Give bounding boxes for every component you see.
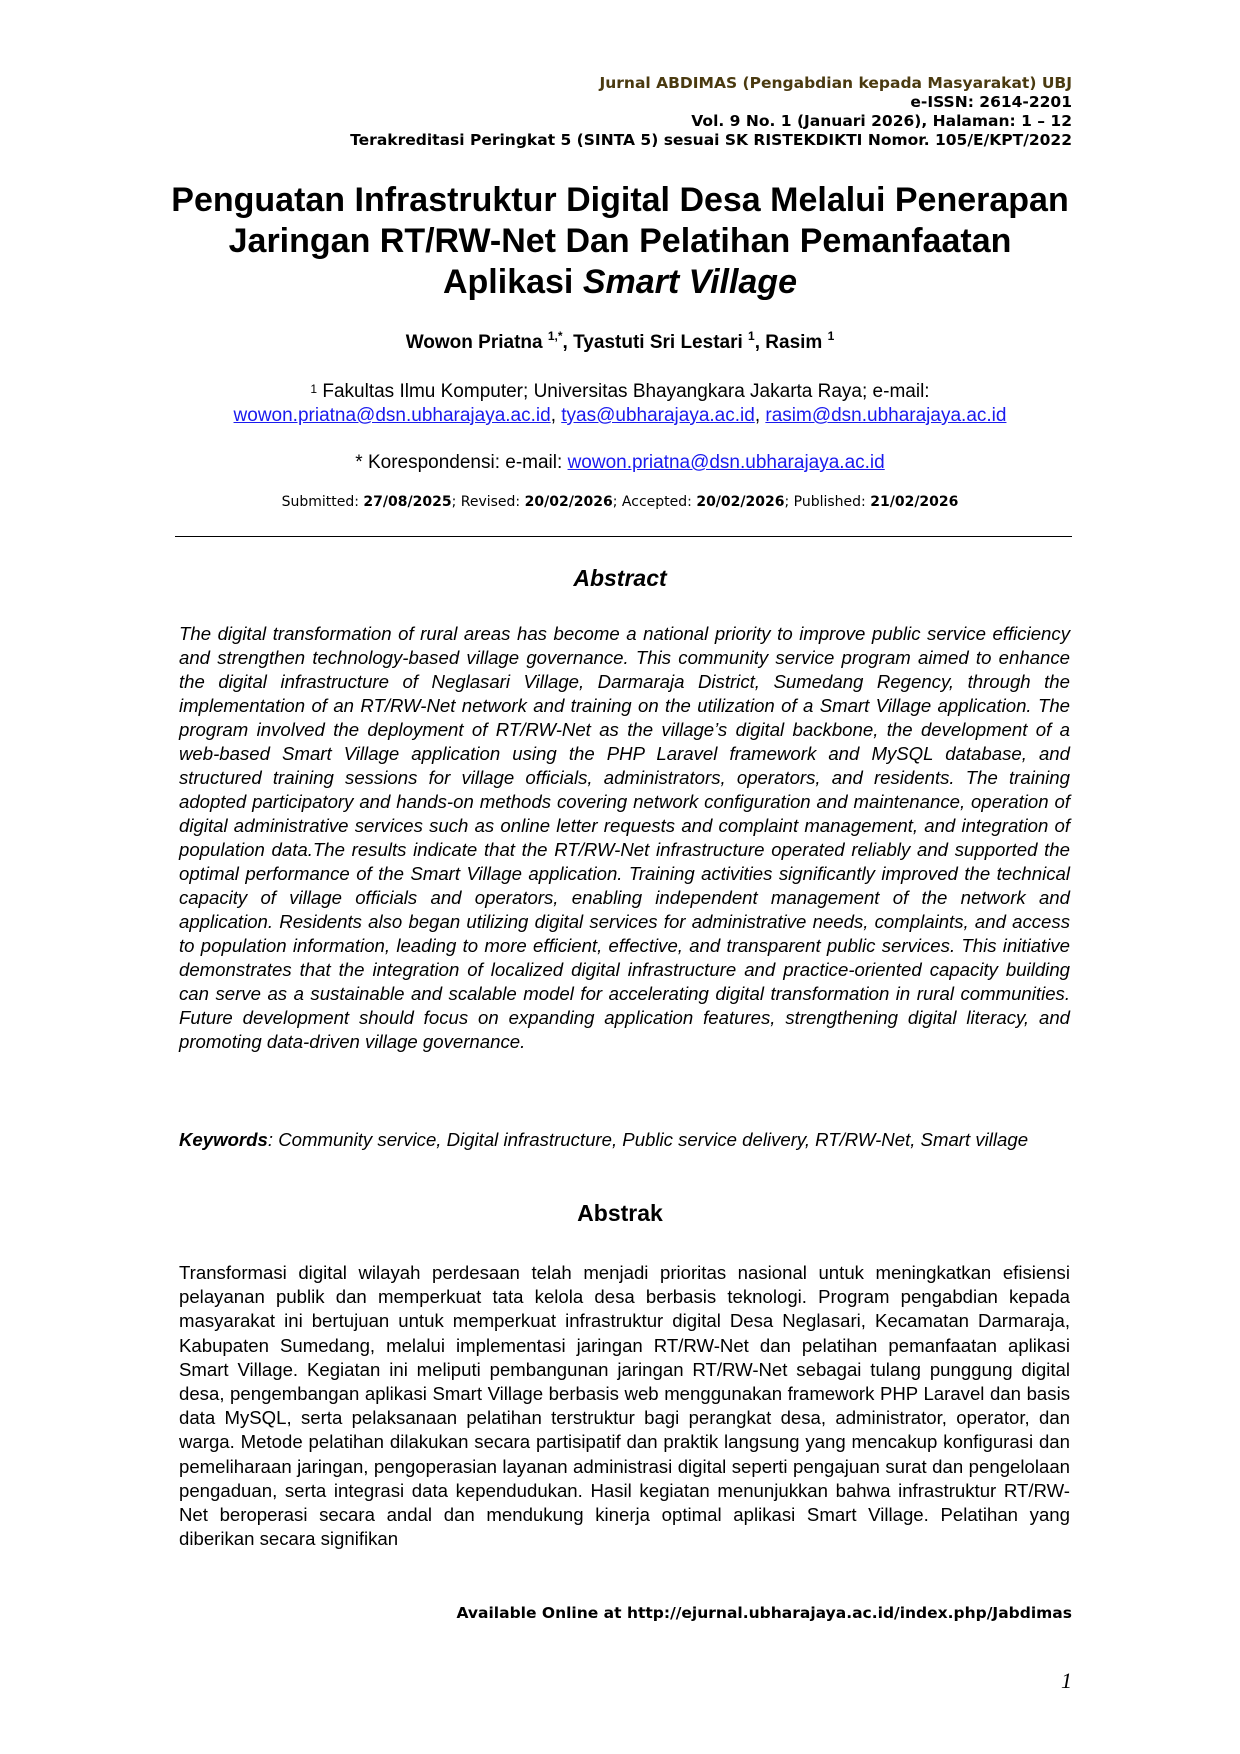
author-email-link[interactable]: wowon.priatna@dsn.ubharajaya.ac.id — [233, 405, 551, 426]
abstrak-body: Transformasi digital wilayah perdesaan telah menjadi prioritas nasional untuk meningkatkan efisiensi pelayanan publik dan memperkuat tata kelola desa berbasis teknologi. Program pengabdian kepada masyarakat ini bertujuan untuk memperkuat infrastruktur digital Desa Neglasari, Kecamatan Darmaraja, Kabupaten Sumedang, melalui implementasi jaringan RT/RW-Net dan pelatihan pemanfaatan aplikasi Smart Village. Kegiatan ini meliputi pembangunan jaringan RT/RW-Net sebagai tulang punggung digital desa, pengembangan aplikasi Smart Village berbasis web menggunakan framework PHP Laravel dan basis data MySQL, serta pelaksanaan pelatihan terstruktur bagi perangkat desa, administrator, operator, dan warga. Metode pelatihan dilakukan secara partisipatif dan praktik langsung yang mencakup konfigurasi dan pemeliharaan jaringan, pengoperasian layanan administrasi digital seperti pengajuan surat dan pengelolaan pengaduan, serta integrasi data kependudukan. Hasil kegiatan menunjukkan bahwa infrastruktur RT/RW-Net beroperasi secara andal dan mendukung kinerja optimal aplikasi Smart Village. Pelatihan yang diberikan secara signifikan — [179, 1262, 1070, 1550]
author-name: Wowon Priatna — [405, 332, 543, 353]
title-line-3 — [150, 262, 1090, 303]
correspondence — [150, 452, 1090, 474]
journal-header — [350, 74, 1072, 150]
revised-date: 20/02/2026 — [524, 494, 613, 510]
author-affiliation-mark: 1 — [827, 329, 835, 343]
keywords-list: : Community service, Digital infrastructure, Public service delivery, RT/RW-Net, Smart village — [267, 1129, 1029, 1150]
submitted-date: 27/08/2025 — [363, 494, 452, 510]
footer-prefix: Available Online at — [456, 1604, 627, 1622]
author-affiliation-mark: 1,* — [547, 329, 563, 343]
journal-accreditation: Terakreditasi Peringkat 5 (SINTA 5) sesuai SK RISTEKDIKTI Nomor. 105/E/KPT/2022 — [350, 131, 1072, 149]
paper-title — [150, 180, 1090, 303]
author-affiliation-mark: 1 — [748, 329, 755, 343]
correspondence-label: * Korespondensi: e-mail: — [355, 452, 563, 473]
author-name: Rasim — [765, 332, 823, 353]
header-divider — [175, 536, 1072, 537]
title-line-3-prefix: Aplikasi — [442, 263, 583, 301]
author-email-link[interactable]: tyas@ubharajaya.ac.id — [561, 405, 755, 426]
abstract-heading: Abstract — [573, 565, 667, 591]
title-line-3-italic: Smart Village — [582, 263, 797, 301]
footer-url[interactable]: http://ejurnal.ubharajaya.ac.id/index.php/Jabdimas — [626, 1604, 1072, 1622]
abstrak-heading: Abstrak — [577, 1200, 663, 1226]
author-list: Wowon Priatna $^{1,*}$, Tyastuti Sri Lestari $^1$, Rasim $^1$ — [405, 329, 835, 353]
author-email-link[interactable]: rasim@dsn.ubharajaya.ac.id — [765, 405, 1007, 426]
author-name: Tyastuti Sri Lestari — [573, 332, 743, 353]
submission-dates: Submitted: 27/08/2025; Revised: 20/02/2026; Accepted: 20/02/2026; Published: 21/02/2026 — [281, 494, 959, 510]
title-line-2: Jaringan RT/RW-Net Dan Pelatihan Pemanfaatan — [228, 222, 1012, 260]
correspondence-email-link[interactable]: wowon.priatna@dsn.ubharajaya.ac.id — [567, 452, 885, 473]
published-date: 21/02/2026 — [870, 494, 959, 510]
affiliation-text: Fakultas Ilmu Komputer; Universitas Bhayangkara Jakarta Raya; e-mail: — [322, 381, 930, 402]
abstract-body: The digital transformation of rural areas has become a national priority to improve public service efficiency and strengthen technology-based village governance. This community service program aimed to enhance the digital infrastructure of Neglasari Village, Darmaraja District, Sumedang Regency, through the implementation of an RT/RW-Net network and training on the utilization of a Smart Village application. The program involved the deployment of RT/RW-Net as the village’s digital backbone, the development of a web-based Smart Village application using the PHP Laravel framework and MySQL database, and structured training sessions for village officials, administrators, operators, and residents. The training adopted participatory and hands-on methods covering network configuration and maintenance, operation of digital administrative services such as online letter requests and complaint management, and integration of population data.The results indicate that the RT/RW-Net infrastructure operated reliably and supported the optimal performance of the Smart Village application. Training activities significantly improved the technical capacity of village officials and operators, enabling independent management of the network and application. Residents also began utilizing digital services for administrative needs, complaints, and access to population information, leading to more efficient, effective, and transparent public services. This initiative demonstrates that the integration of localized digital infrastructure and practice-oriented capacity building can serve as a sustainable and scalable model for accelerating digital transformation in rural communities. Future development should focus on expanding application features, strengthening digital literacy, and promoting data-driven village governance. — [179, 623, 1070, 1052]
title-line-1: Penguatan Infrastruktur Digital Desa Melalui Penerapan — [171, 181, 1069, 219]
page-number: 1 — [1061, 1668, 1072, 1693]
page-footer — [456, 1604, 1072, 1622]
affiliation-mark: 1 — [310, 382, 318, 396]
journal-name: Jurnal ABDIMAS (Pengabdian kepada Masyarakat) UBJ — [599, 74, 1072, 92]
keywords — [179, 1127, 1070, 1152]
journal-issn: e-ISSN: 2614-2201 — [910, 93, 1072, 111]
journal-volume: Vol. 9 No. 1 (Januari 2026), Halaman: 1 – 12 — [691, 112, 1072, 130]
affiliation: $^1$ Fakultas Ilmu Komputer; Universitas Bhayangkara Jakarta Raya; e-mail: wowon.priatna@dsn.ubharajaya.ac.id, tyas@ubharajaya.ac.id, rasim@dsn.ubharajaya.ac.id — [233, 381, 1007, 426]
accepted-date: 20/02/2026 — [696, 494, 785, 510]
keywords-label: Keywords — [179, 1129, 268, 1150]
